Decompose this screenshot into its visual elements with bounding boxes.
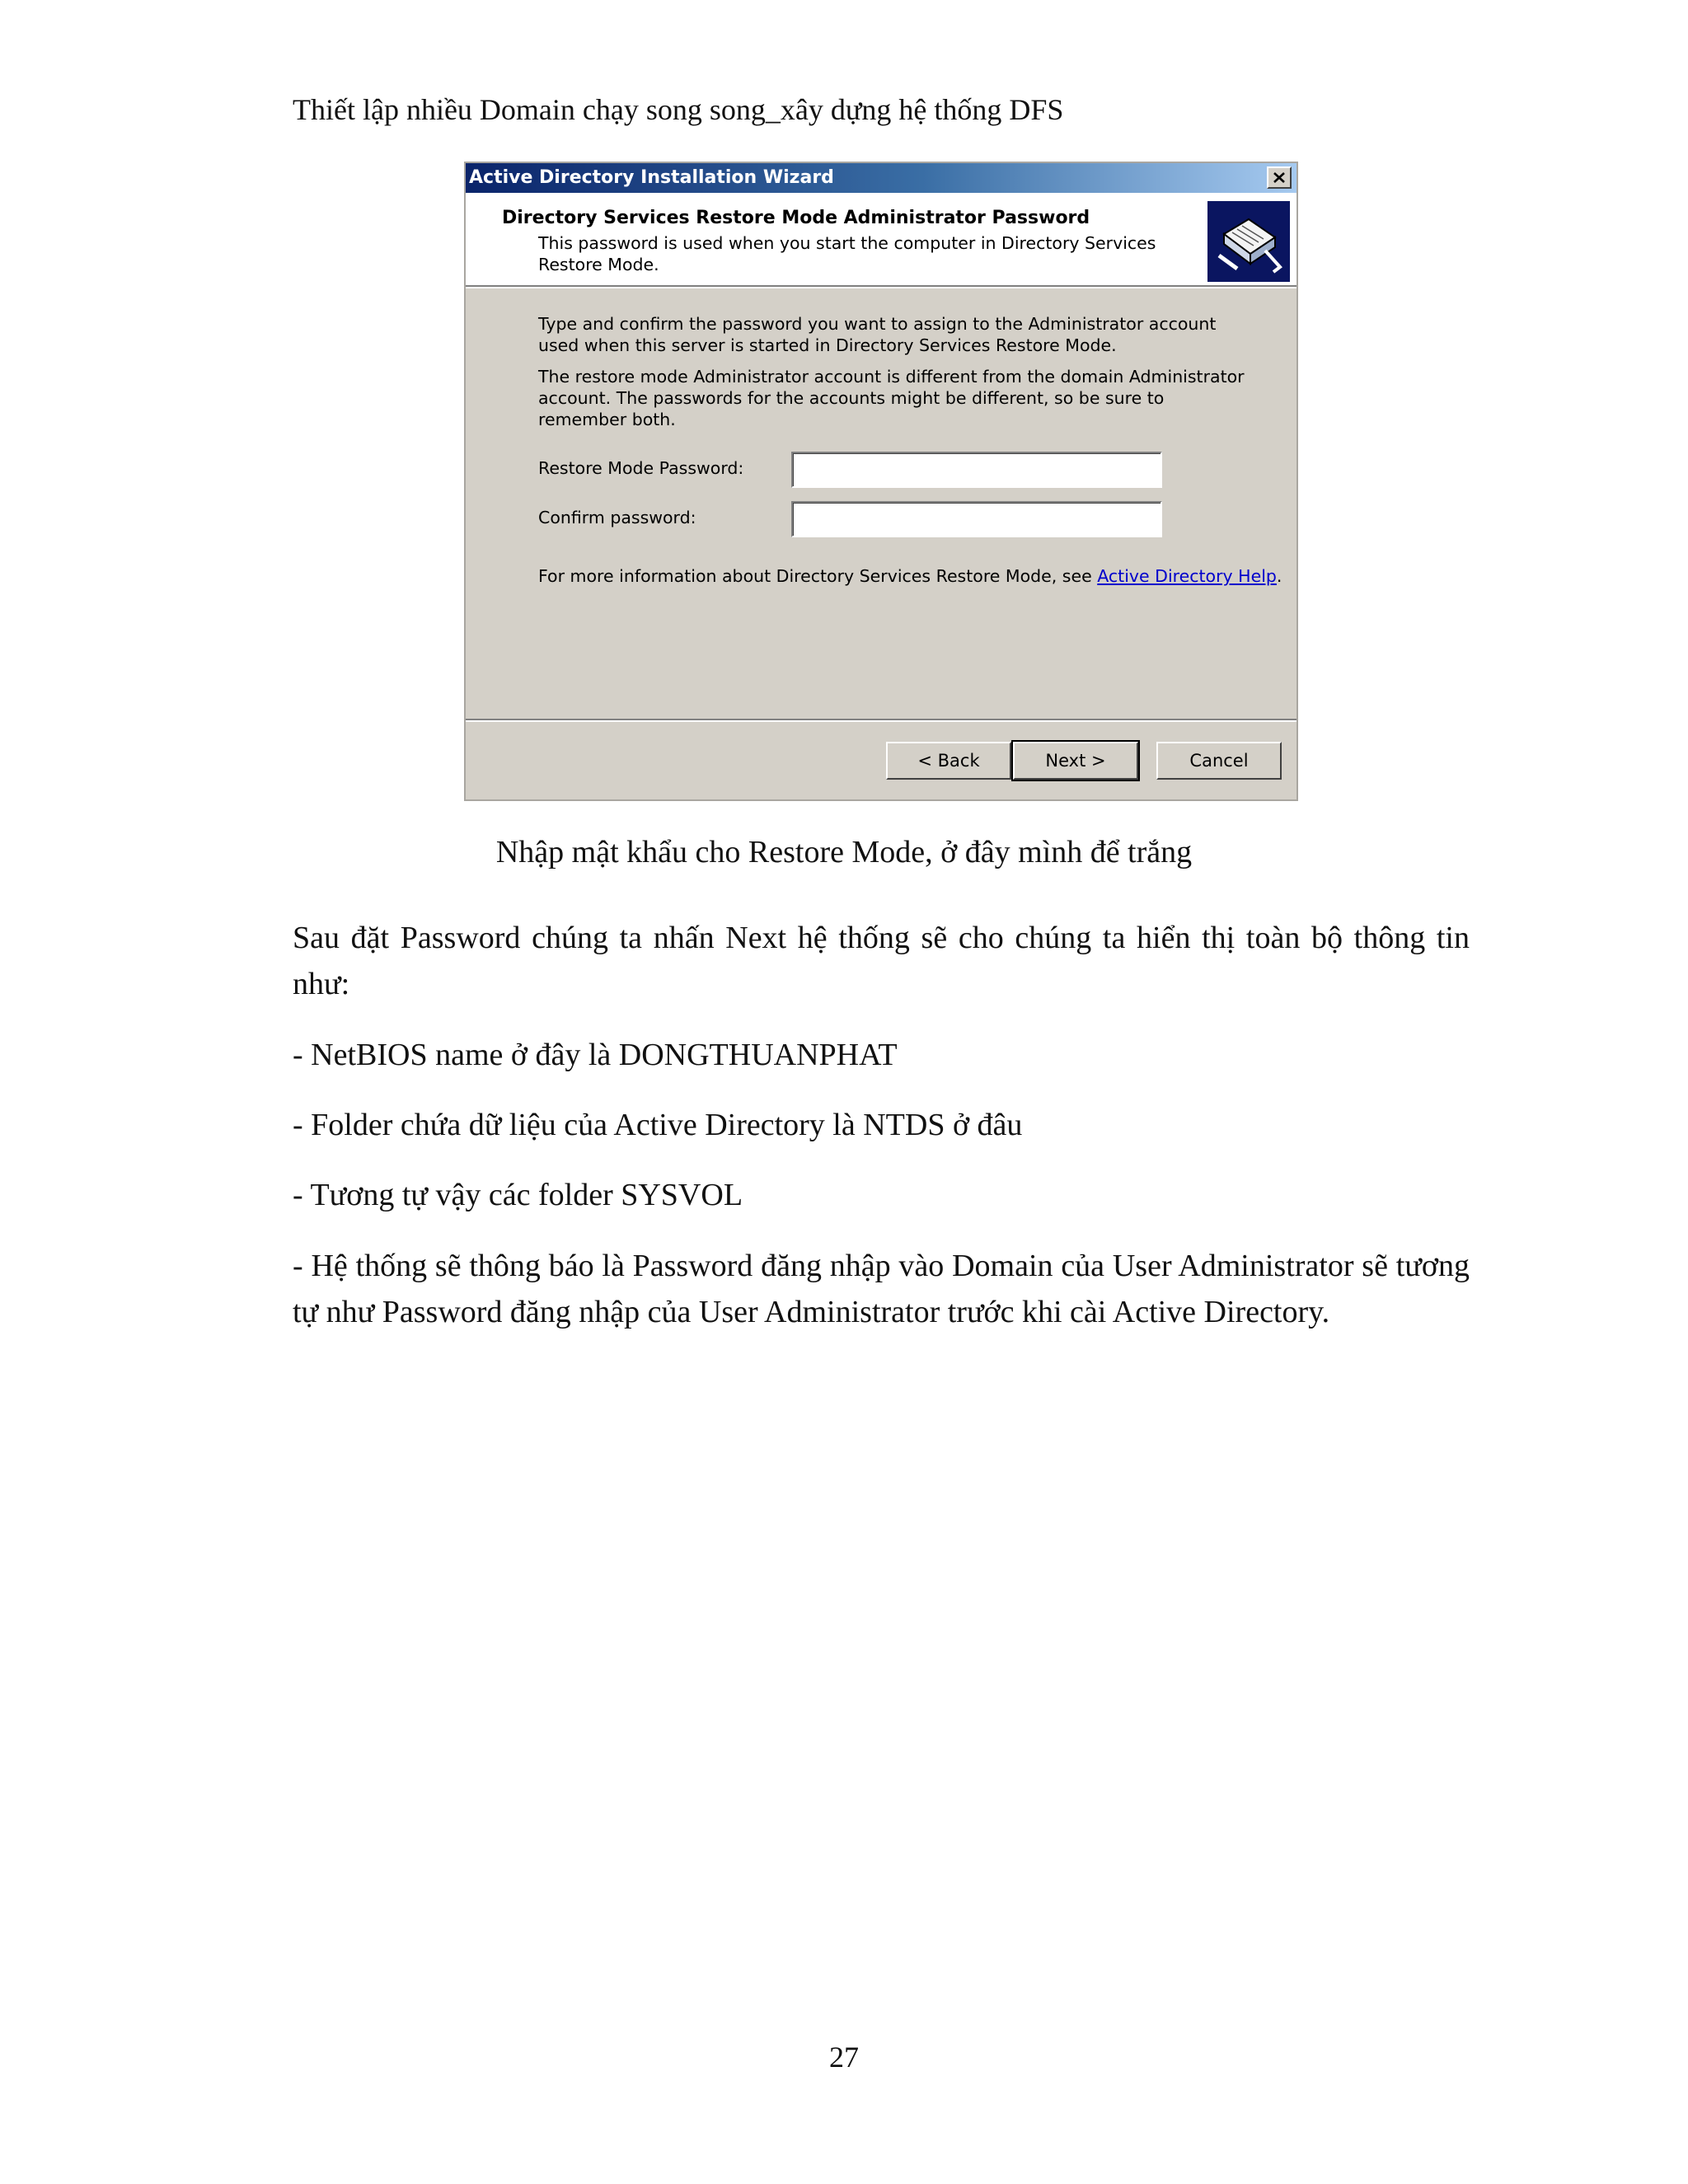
bullet-ntds-folder: - Folder chứa dữ liệu của Active Directory là NTDS ở đâu bbox=[293, 1108, 1023, 1142]
help-text-suffix: . bbox=[1276, 566, 1282, 586]
bullet-netbios: - NetBIOS name ở đây là DONGTHUANPHAT bbox=[293, 1038, 898, 1072]
next-button[interactable]: Next > bbox=[1013, 742, 1138, 780]
bullet-password-note: - Hệ thống sẽ thông báo là Password đăng nhập vào Domain của User Administrator sẽ tương tự như Password đăng nhập của User Administrator trước khi cài Active Directory. bbox=[293, 1249, 1470, 1329]
page-number: 27 bbox=[829, 2041, 859, 2074]
instruction-text-1: Type and confirm the password you want to assign to the Administrator account used when this server is started in Directory Services Restore Mode. bbox=[538, 314, 1217, 355]
restore-password-label: Restore Mode Password: bbox=[538, 458, 744, 478]
paragraph-intro: Sau đặt Password chúng ta nhấn Next hệ thống sẽ cho chúng ta hiển thị toàn bộ thông tin như: bbox=[293, 921, 1470, 1001]
bullet-sysvol: - Tương tự vậy các folder SYSVOL bbox=[293, 1178, 743, 1212]
wizard-page-title: Directory Services Restore Mode Administrator Password bbox=[502, 208, 1090, 228]
instruction-text-2: The restore mode Administrator account is different from the domain Administrator account. The passwords for the accounts might be different, so be sure to remember both. bbox=[538, 367, 1245, 429]
page-header: Thiết lập nhiều Domain chạy song song_xây dựng hệ thống DFS bbox=[293, 93, 1064, 126]
help-text-prefix: For more information about Directory Services Restore Mode, see bbox=[538, 566, 1092, 586]
book-wizard-icon bbox=[1207, 201, 1290, 282]
dialog-titlebar[interactable] bbox=[466, 163, 1296, 193]
footer-divider bbox=[466, 719, 1296, 720]
restore-password-input[interactable] bbox=[791, 452, 1162, 488]
confirm-password-label: Confirm password: bbox=[538, 508, 696, 527]
confirm-password-input[interactable] bbox=[791, 501, 1162, 537]
help-text bbox=[538, 565, 1280, 587]
close-icon bbox=[1273, 172, 1285, 183]
active-directory-help-link[interactable]: Active Directory Help bbox=[1097, 566, 1277, 586]
wizard-dialog bbox=[464, 162, 1298, 801]
dialog-title: Active Directory Installation Wizard bbox=[469, 167, 834, 188]
wizard-page-subtitle: This password is used when you start the computer in Directory Services Restore Mode. bbox=[538, 233, 1156, 274]
cancel-button[interactable]: Cancel bbox=[1156, 742, 1282, 780]
close-button[interactable] bbox=[1267, 166, 1292, 189]
wizard-header bbox=[466, 193, 1296, 287]
back-button[interactable]: < Back bbox=[886, 742, 1011, 780]
figure-caption: Nhập mật khẩu cho Restore Mode, ở đây mình để trắng bbox=[495, 835, 1193, 869]
